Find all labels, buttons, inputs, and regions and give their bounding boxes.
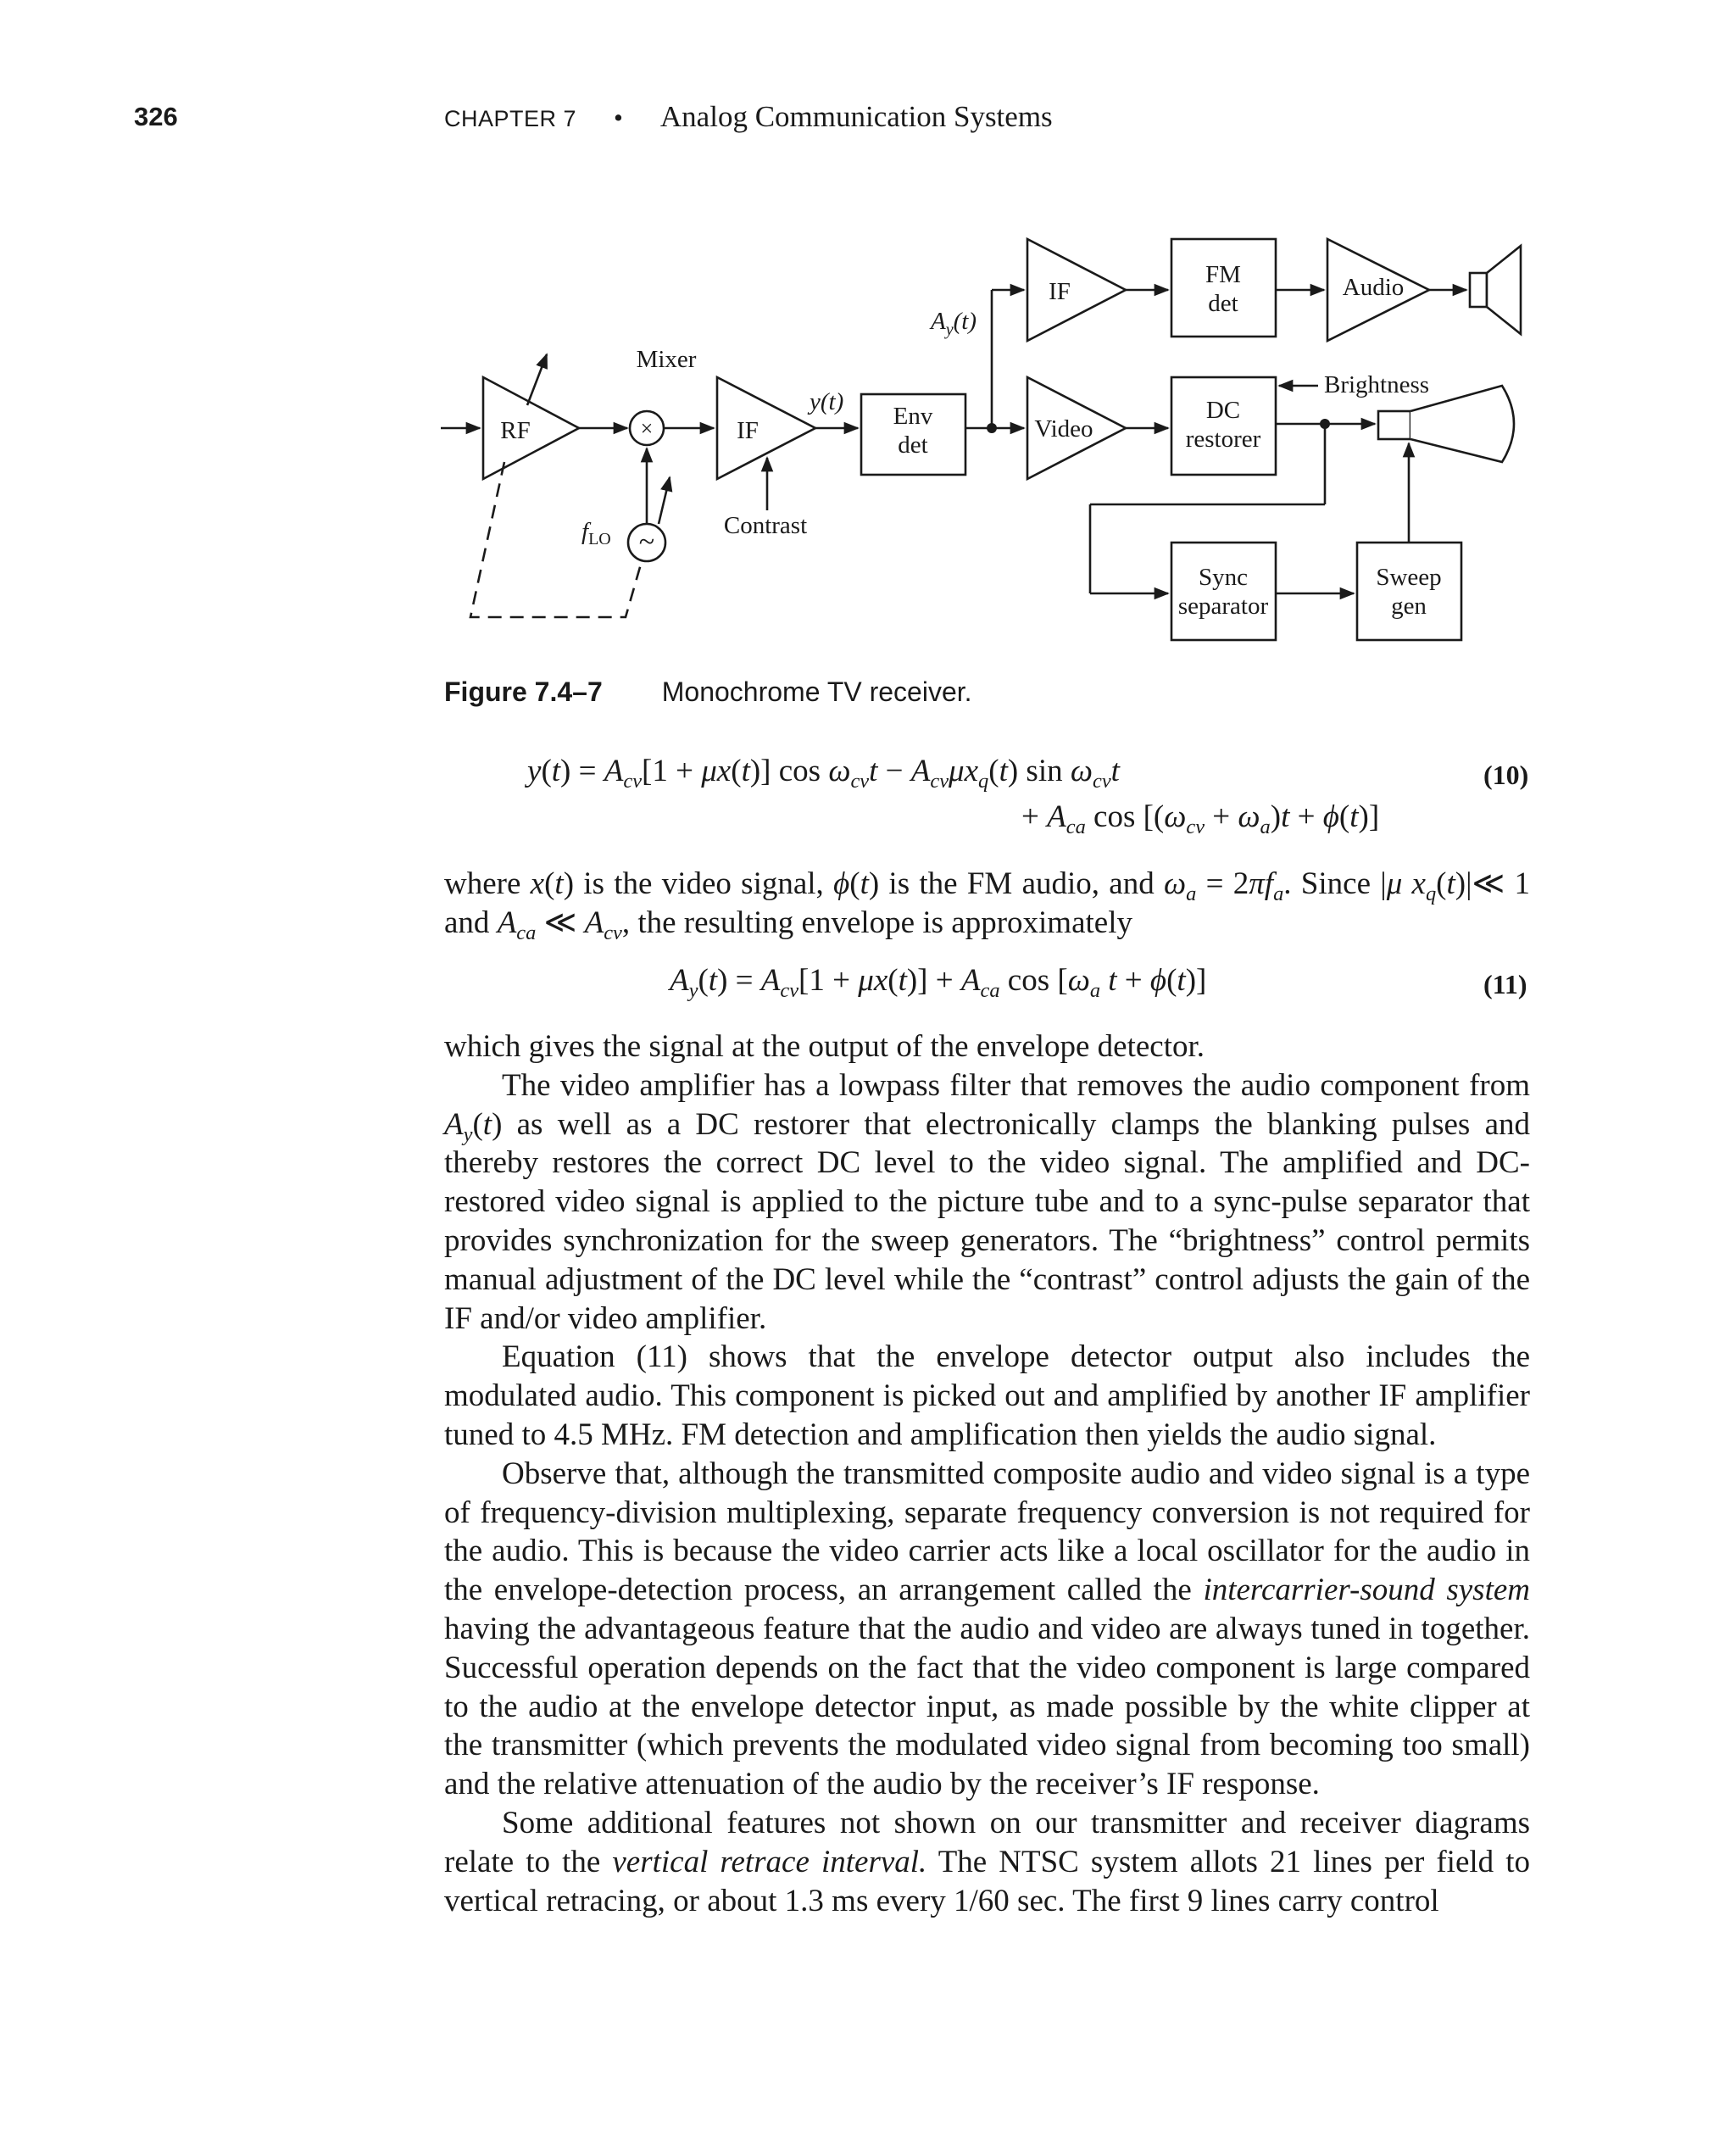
rf-tuning-arrow <box>527 354 547 405</box>
dc-restorer-line2: restorer <box>1185 426 1261 453</box>
yt-label: y(t) <box>810 388 844 415</box>
paragraph-equation-11: Equation (11) shows that the envelope detector output also includes the modulated audio. This component is picked out and amplified by another IF amplifier tuned to 4.5 MHz. FM detection and amplification then yields the audio signal. <box>444 1339 1530 1452</box>
video-label: Video <box>1034 415 1093 443</box>
picture-tube-icon <box>1378 411 1410 439</box>
contrast-label: Contrast <box>723 512 808 539</box>
figure-caption-text: Monochrome TV receiver. <box>661 676 972 707</box>
figure-label: Figure 7.4–7 <box>444 676 603 707</box>
audio-if-amplifier-block <box>1027 239 1126 341</box>
ay-label: $A_y(t)$ <box>931 308 976 339</box>
speaker-icon <box>1470 273 1487 307</box>
mixer-label: Mixer <box>636 346 697 373</box>
equation-10-line1: $y(t) = A_{cv}[1 + \mu x(t)]$ $\cos \omega_{cv}t - A_{cv}\mu x_q(t)$ $\sin \omega_{cv}t$ <box>527 754 1120 793</box>
ganged-tuning-dashed <box>470 462 642 617</box>
where-paragraph: where x(t) is the video signal, ϕ(t) is the FM audio, and $\omega_a = 2\pi f_a$. Since |μ $x_q(t)|≪$ 1 and $A_{ca}$ ≪ $A_{cv}$, the resulting envelope is approximately <box>444 866 1530 944</box>
if-label: IF <box>737 417 759 444</box>
audio-label: Audio <box>1342 274 1405 301</box>
paragraph-observe: Observe that, although the transmitted composite audio and video signal is a type of frequency-division multiplexing, separate frequency conversion is not required for the audio. This is because the video carrier acts like a local oscillator for the audio in the envelope-detection process, an arrangement called the intercarrier-sound system having the advantageous feature that the audio and video are always tuned in together. Successful operation depends on the fact that the video component is large compared to the audio at the envelope detector input, as made possible by the white clipper at the transmitter (which prevents the modulated video signal from becoming too small) and the relative attenuation of the audio by the receiver’s IF response. <box>444 1456 1531 1802</box>
sync-separator-block <box>1171 543 1276 640</box>
env-det-line1: Env <box>893 403 933 430</box>
fm-det-line1: FM <box>1205 261 1241 288</box>
audio-if-label: IF <box>1049 278 1071 305</box>
equation-11-number: (11) <box>1483 969 1527 999</box>
lo-tuning-arrow <box>659 477 670 524</box>
chapter-title: Analog Communication Systems <box>659 100 1053 133</box>
tv-receiver-diagram <box>0 0 1736 712</box>
page-number: 326 <box>134 102 178 131</box>
mixer-symbol: × <box>640 416 654 441</box>
dc-restorer-line1: DC <box>1205 397 1241 424</box>
chapter-label: CHAPTER 7 <box>444 106 577 131</box>
equation-10-line2: + $A_{ca}$ $\cos [(\omega_{cv} + \omega_a)t + \phi(t)]$ <box>1021 799 1380 838</box>
header-bullet: • <box>614 103 623 132</box>
brightness-label: Brightness <box>1324 371 1430 398</box>
lo-symbol: ~ <box>638 526 655 558</box>
rf-label: RF <box>500 417 531 444</box>
sync-sep-line1: Sync <box>1199 564 1248 591</box>
paragraph-video-amp: The video amplifier has a lowpass filter that removes the audio component from $A_y(t)$ as well as a DC restorer that electronically clamps the blanking pulses and thereby restores the correct DC level to the video signal. The amplified and DC-restored video signal is applied to the picture tube and to a sync-pulse separator that provides synchronization for the sweep generators. The “brightness” control permits manual adjustment of the DC level while the “contrast” control adjusts the gain of the IF and/or video amplifier. <box>444 1067 1530 1336</box>
flo-label: $f_{LO}$ <box>581 518 611 548</box>
paragraph-additional-features: Some additional features not shown on our transmitter and receiver diagrams relate to the vertical retrace interval. The NTSC system allots 21 lines per field to vertical retracing, or about 1.3 ms every 1/60 sec. The first 9 lines carry control <box>444 1805 1530 1918</box>
equation-10-number: (10) <box>1483 760 1529 790</box>
env-det-line2: det <box>898 431 928 459</box>
sweep-gen-line2: gen <box>1391 593 1427 620</box>
sync-sep-line2: separator <box>1177 593 1269 620</box>
body-text <box>444 1027 1530 1920</box>
fm-det-line2: det <box>1208 290 1238 317</box>
figure-caption <box>444 676 972 708</box>
equation-11: $A_y(t) = A_{cv}[1 + \mu x(t)] + A_{ca}$ $\cos [\omega_a$ t + ϕ(t)] <box>670 963 1207 1002</box>
paragraph-after-eq11: which gives the signal at the output of the envelope detector. <box>444 1029 1205 1064</box>
sweep-gen-line1: Sweep <box>1376 564 1442 591</box>
sweep-generator-block <box>1357 543 1461 640</box>
